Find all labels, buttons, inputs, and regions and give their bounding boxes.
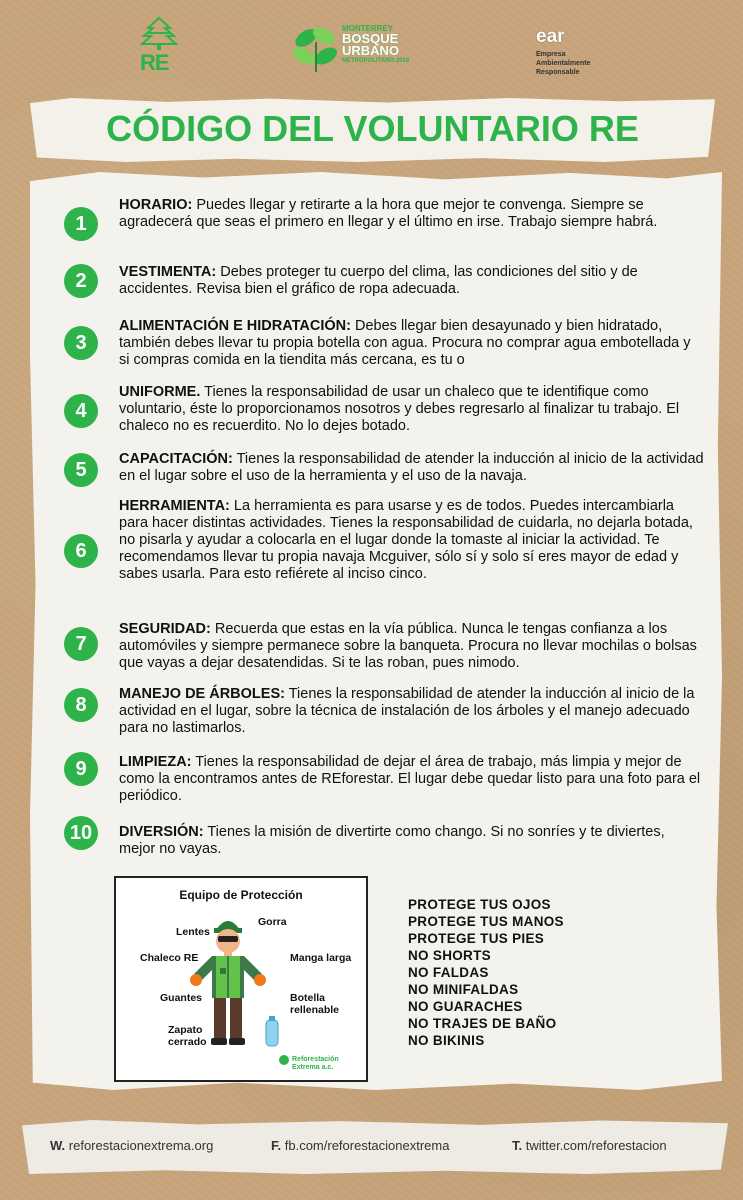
item-body: Tienes la responsabilidad de atender la inducción al inicio de la actividad en el lugar, sobre la técnica de instalación de los árboles y el manejo adecuado para no lastimarlos. (119, 686, 695, 736)
item-number: 1 (64, 207, 98, 241)
item-label: CAPACITACIÓN: (119, 451, 233, 467)
bosque-line-3: URBANO (342, 43, 400, 58)
re-logo (134, 16, 184, 75)
item-number: 3 (64, 326, 98, 360)
bosque-urbano-logo (290, 20, 410, 78)
ear-line-3: Responsable (536, 69, 580, 76)
tree-icon (134, 16, 184, 52)
ear-logo (536, 26, 616, 86)
rule-item: PROTEGE TUS PIES (408, 931, 545, 946)
leaves-icon (290, 20, 342, 78)
rule-item: NO GUARACHES (408, 999, 523, 1014)
item-label: ALIMENTACIÓN E HIDRATACIÓN: (119, 318, 351, 334)
ear-line-1: Empresa (536, 51, 566, 58)
footer-web-link: reforestacionextrema.org (65, 1138, 214, 1153)
ear-mark (536, 26, 616, 48)
rule-item: NO TRAJES DE BAÑO (408, 1016, 557, 1031)
bosque-line-4: METROPOLITANO 2018 (342, 58, 410, 64)
item-body: Debes llegar bien desayunado y bien hidratado, también debes llevar tu propia botella con agua. Procura no comprar agua embotellada y si compras comida en la tiendita más cercana, es tu o (119, 318, 691, 368)
rule-item: NO FALDAS (408, 965, 489, 980)
figure-title: Equipo de Protección (179, 888, 303, 902)
item-body: Recuerda que estas en la vía pública. Nunca le tengas confianza a los automóviles y siempre permanece sobre la banqueta. Procura no llevar mochilas o bolsas que vayas a dejar desatendidas. Si te las roban, pues nimodo. (119, 621, 697, 671)
label-lentes: Lentes (176, 926, 210, 938)
ear-mark-text: ear (536, 26, 565, 47)
bosque-line-2: BOSQUE (342, 31, 399, 46)
label-manga: Manga larga (290, 952, 352, 964)
item-label: SEGURIDAD: (119, 621, 211, 637)
label-zapato-2: cerrado (168, 1036, 207, 1048)
item-text (119, 686, 704, 737)
item-text (119, 824, 704, 858)
item-body: Puedes llegar y retirarte a la hora que mejor te convenga. Siempre se agradecerá que seas el primero en llegar y el último en irse. Trabajo siempre habrá. (119, 197, 658, 230)
bosque-urbano-text (342, 24, 409, 66)
footer-web-prefix: W. (50, 1138, 66, 1153)
item-body: Tienes la responsabilidad de dejar el área de trabajo, más limpia y mejor de como la encontramos antes de REforestar. El lugar debe quedar listo para una foto para el periódico. (119, 754, 701, 804)
item-body: Tienes la responsabilidad de atender la inducción al inicio de la actividad en el lugar sobre el uso de la herramienta y el uso de la navaja. (119, 451, 704, 484)
rule-item: NO BIKINIS (408, 1033, 485, 1048)
item-number: 2 (64, 264, 98, 298)
item-label: LIMPIEZA: (119, 754, 192, 770)
ear-subtitle (536, 50, 616, 77)
volunteer-illustration-icon (116, 878, 366, 1080)
item-text (119, 451, 704, 485)
label-botella-2: rellenable (290, 1004, 340, 1016)
item-number: 7 (64, 627, 98, 661)
footer-tw-link: twitter.com/reforestacion (522, 1138, 667, 1153)
item-number: 6 (64, 534, 98, 568)
footer-fb-link: fb.com/reforestacionextrema (281, 1138, 450, 1153)
footer-website[interactable] (50, 1138, 213, 1153)
label-botella (290, 992, 339, 1016)
footer-tw-prefix: T. (512, 1138, 523, 1153)
re-logo-text: RE (140, 50, 169, 75)
item-number: 8 (64, 688, 98, 722)
label-zapato (168, 1024, 207, 1048)
item-text (119, 621, 704, 672)
item-text (119, 264, 704, 298)
label-guantes: Guantes (160, 992, 203, 1004)
item-label: HERRAMIENTA: (119, 498, 230, 514)
item-text (119, 318, 704, 369)
brand-line-2: Extrema a.c. (292, 1064, 334, 1071)
label-botella-1: Botella (290, 992, 326, 1004)
item-number: 4 (64, 394, 98, 428)
item-label: DIVERSIÓN: (119, 824, 204, 840)
item-label: UNIFORME. (119, 384, 201, 400)
item-label: MANEJO DE ÁRBOLES: (119, 686, 285, 702)
rule-item: PROTEGE TUS MANOS (408, 914, 564, 929)
figure-brand (292, 1056, 339, 1072)
item-number: 5 (64, 453, 98, 487)
rule-item: PROTEGE TUS OJOS (408, 897, 551, 912)
ear-line-2: Ambientalmente (536, 60, 591, 67)
label-chaleco: Chaleco RE (140, 952, 199, 964)
protective-equipment-figure (114, 876, 368, 1082)
item-number: 9 (64, 752, 98, 786)
item-label: HORARIO: (119, 197, 193, 213)
bosque-line-1: MONTERREY (342, 24, 394, 33)
rule-item: NO MINIFALDAS (408, 982, 519, 997)
item-body: Debes proteger tu cuerpo del clima, las condiciones del sitio y de accidentes. Revisa bien el gráfico de ropa adecuada. (119, 264, 638, 297)
label-zapato-1: Zapato (168, 1024, 203, 1036)
footer-twitter[interactable] (512, 1138, 667, 1153)
rule-item: NO SHORTS (408, 948, 491, 963)
item-text (119, 197, 704, 231)
label-gorra: Gorra (258, 916, 287, 928)
item-text (119, 384, 704, 435)
footer-fb-prefix: F. (271, 1138, 282, 1153)
item-label: VESTIMENTA: (119, 264, 217, 280)
brand-line-1: Reforestación (292, 1056, 339, 1063)
item-body: Tienes la misión de divertirte como chango. Si no sonríes y te diviertes, mejor no vayas. (119, 824, 665, 857)
clothing-rules-list (408, 896, 564, 1049)
footer-facebook[interactable] (271, 1138, 449, 1153)
item-text (119, 754, 704, 805)
item-text (119, 498, 704, 583)
page-title: CÓDIGO DEL VOLUNTARIO RE (106, 108, 639, 149)
item-number: 10 (64, 816, 98, 850)
item-body: Tienes la responsabilidad de usar un chaleco que te identifique como voluntario, éste lo proporcionamos nosotros y debes regresarlo al finalizar tu trabajo. El chaleco no es recuerdito. No lo dejes botado. (119, 384, 680, 434)
item-body: La herramienta es para usarse y es de todos. Puedes intercambiarla para hacer distintas actividades. Tienes la responsabilidad de cuidarla, no dejarla botada, no pisarla y ayudar a colocarla en el lugar donde la tomaste al iniciar la actividad. Te recomendamos llevar tu propia navaja Mcguiver, sólo sí y solo sí eres mayor de edad y sabes usarla. Para esto refiérete al inciso cinco. (119, 498, 693, 582)
